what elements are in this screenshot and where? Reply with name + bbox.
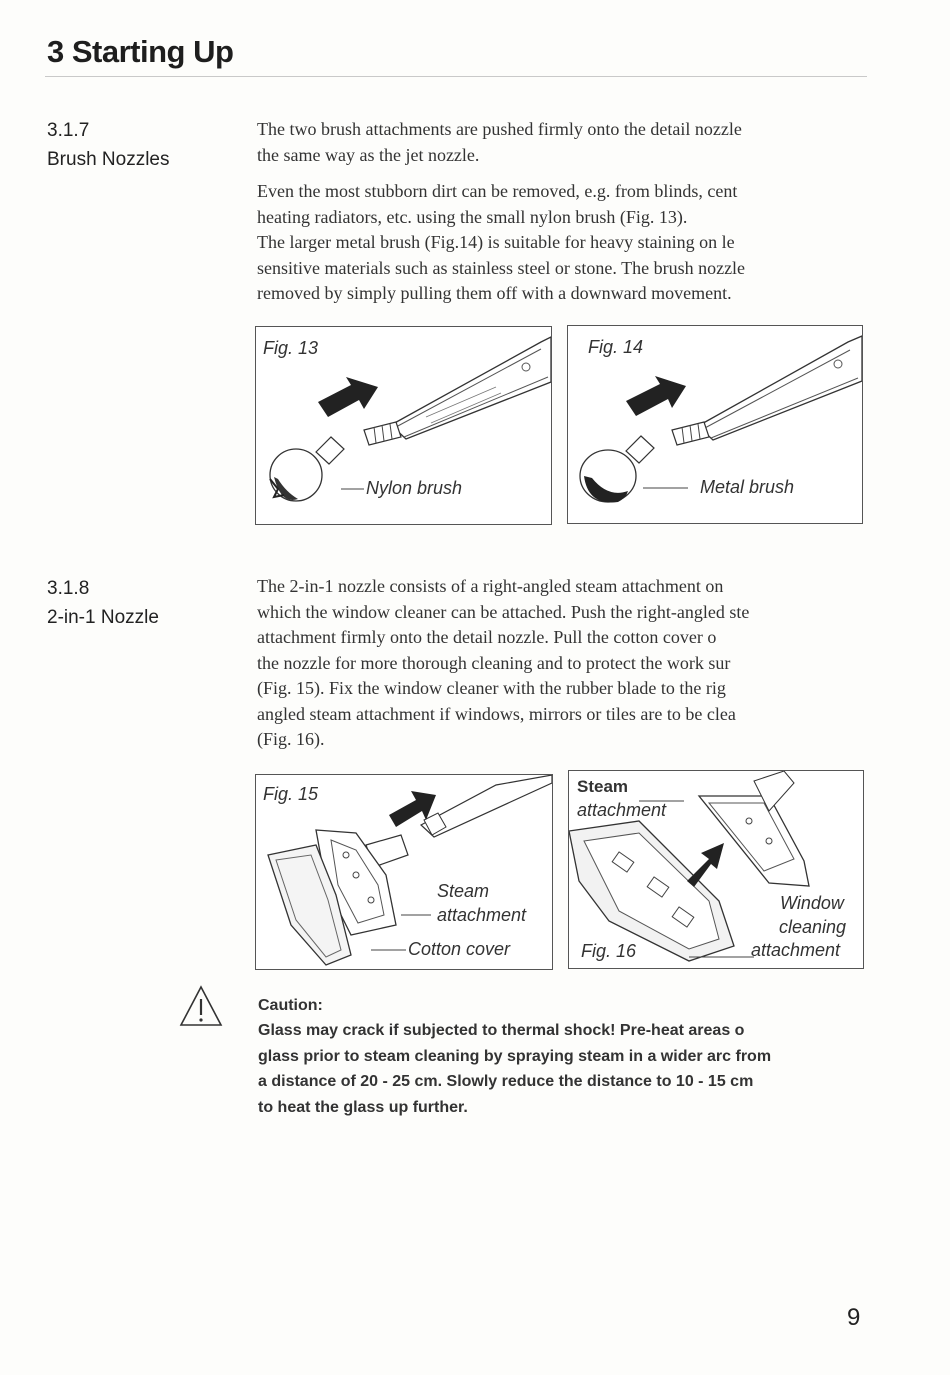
figure-16-window-attachment-label: attachment: [751, 940, 841, 960]
text-line: which the window cleaner can be attached. Push the right-angled ste: [257, 601, 750, 622]
chapter-title: 3 Starting Up: [47, 34, 234, 69]
section-317-title: Brush Nozzles: [47, 149, 170, 170]
figure-16-attachment-label: attachment: [577, 800, 667, 820]
section-317-number: 3.1.7: [47, 120, 90, 141]
figure-13-label: Fig. 13: [263, 338, 319, 358]
caution-text: [258, 1018, 872, 1120]
figure-15-attachment-label: attachment: [437, 905, 527, 925]
page-number: 9: [847, 1304, 861, 1331]
text-line: Glass may crack if subjected to thermal shock! Pre-heat areas o: [258, 1022, 745, 1039]
text-line: heating radiators, etc. using the small nylon brush (Fig. 13).: [257, 206, 688, 227]
text-line: The 2-in-1 nozzle consists of a right-angled steam attachment on: [257, 576, 724, 596]
header-rule: [45, 76, 867, 77]
text-line: Even the most stubborn dirt can be removed, e.g. from blinds, cent: [257, 181, 738, 201]
figure-15-cotton-cover-label: Cotton cover: [408, 939, 511, 959]
figure-14-caption: Metal brush: [700, 477, 795, 497]
text-line: the same way as the jet nozzle.: [257, 144, 480, 165]
figure-14-label: Fig. 14: [588, 337, 644, 357]
figure-13-caption: Nylon brush: [366, 478, 463, 498]
figure-16: [568, 770, 864, 969]
figure-16-label: Fig. 16: [581, 941, 637, 961]
warning-triangle-icon: [179, 985, 223, 1027]
figure-14: [567, 325, 863, 524]
figure-15-steam-label: Steam: [437, 881, 490, 901]
text-line: angled steam attachment if windows, mirrors or tiles are to be clea: [257, 703, 736, 724]
figure-15-label: Fig. 15: [263, 784, 319, 804]
section-317-paragraph-2: [257, 179, 869, 307]
figure-16-cleaning-label: cleaning: [779, 917, 847, 937]
text-line: The larger metal brush (Fig.14) is suitable for heavy staining on le: [257, 232, 735, 252]
text-line: (Fig. 15). Fix the window cleaner with the rubber blade to the rig: [257, 678, 726, 698]
text-line: sensitive materials such as stainless steel or stone. The brush nozzle: [257, 257, 746, 278]
text-line: to heat the glass up further.: [258, 1098, 468, 1116]
section-318-paragraph: [257, 574, 869, 753]
text-line: attachment firmly onto the detail nozzle. Pull the cotton cover o: [257, 627, 717, 647]
figure-16-steam-label: Steam: [577, 777, 629, 796]
caution-heading: Caution:: [258, 997, 323, 1014]
section-317-paragraph-1: [257, 117, 869, 168]
text-line: glass prior to steam cleaning by spraying steam in a wider arc from: [258, 1047, 772, 1065]
section-318-number: 3.1.8: [47, 578, 90, 599]
text-line: removed by simply pulling them off with a downward movement.: [257, 283, 732, 303]
text-line: (Fig. 16).: [257, 729, 325, 749]
figure-13: [255, 326, 552, 525]
text-line: the nozzle for more thorough cleaning and to protect the work sur: [257, 652, 731, 673]
text-line: The two brush attachments are pushed firmly onto the detail nozzle: [257, 119, 742, 139]
text-line: a distance of 20 - 25 cm. Slowly reduce the distance to 10 - 15 cm: [258, 1073, 754, 1090]
section-318-title: 2-in-1 Nozzle: [47, 607, 159, 628]
figure-15: [255, 774, 553, 970]
figure-16-window-label: Window: [780, 893, 844, 913]
